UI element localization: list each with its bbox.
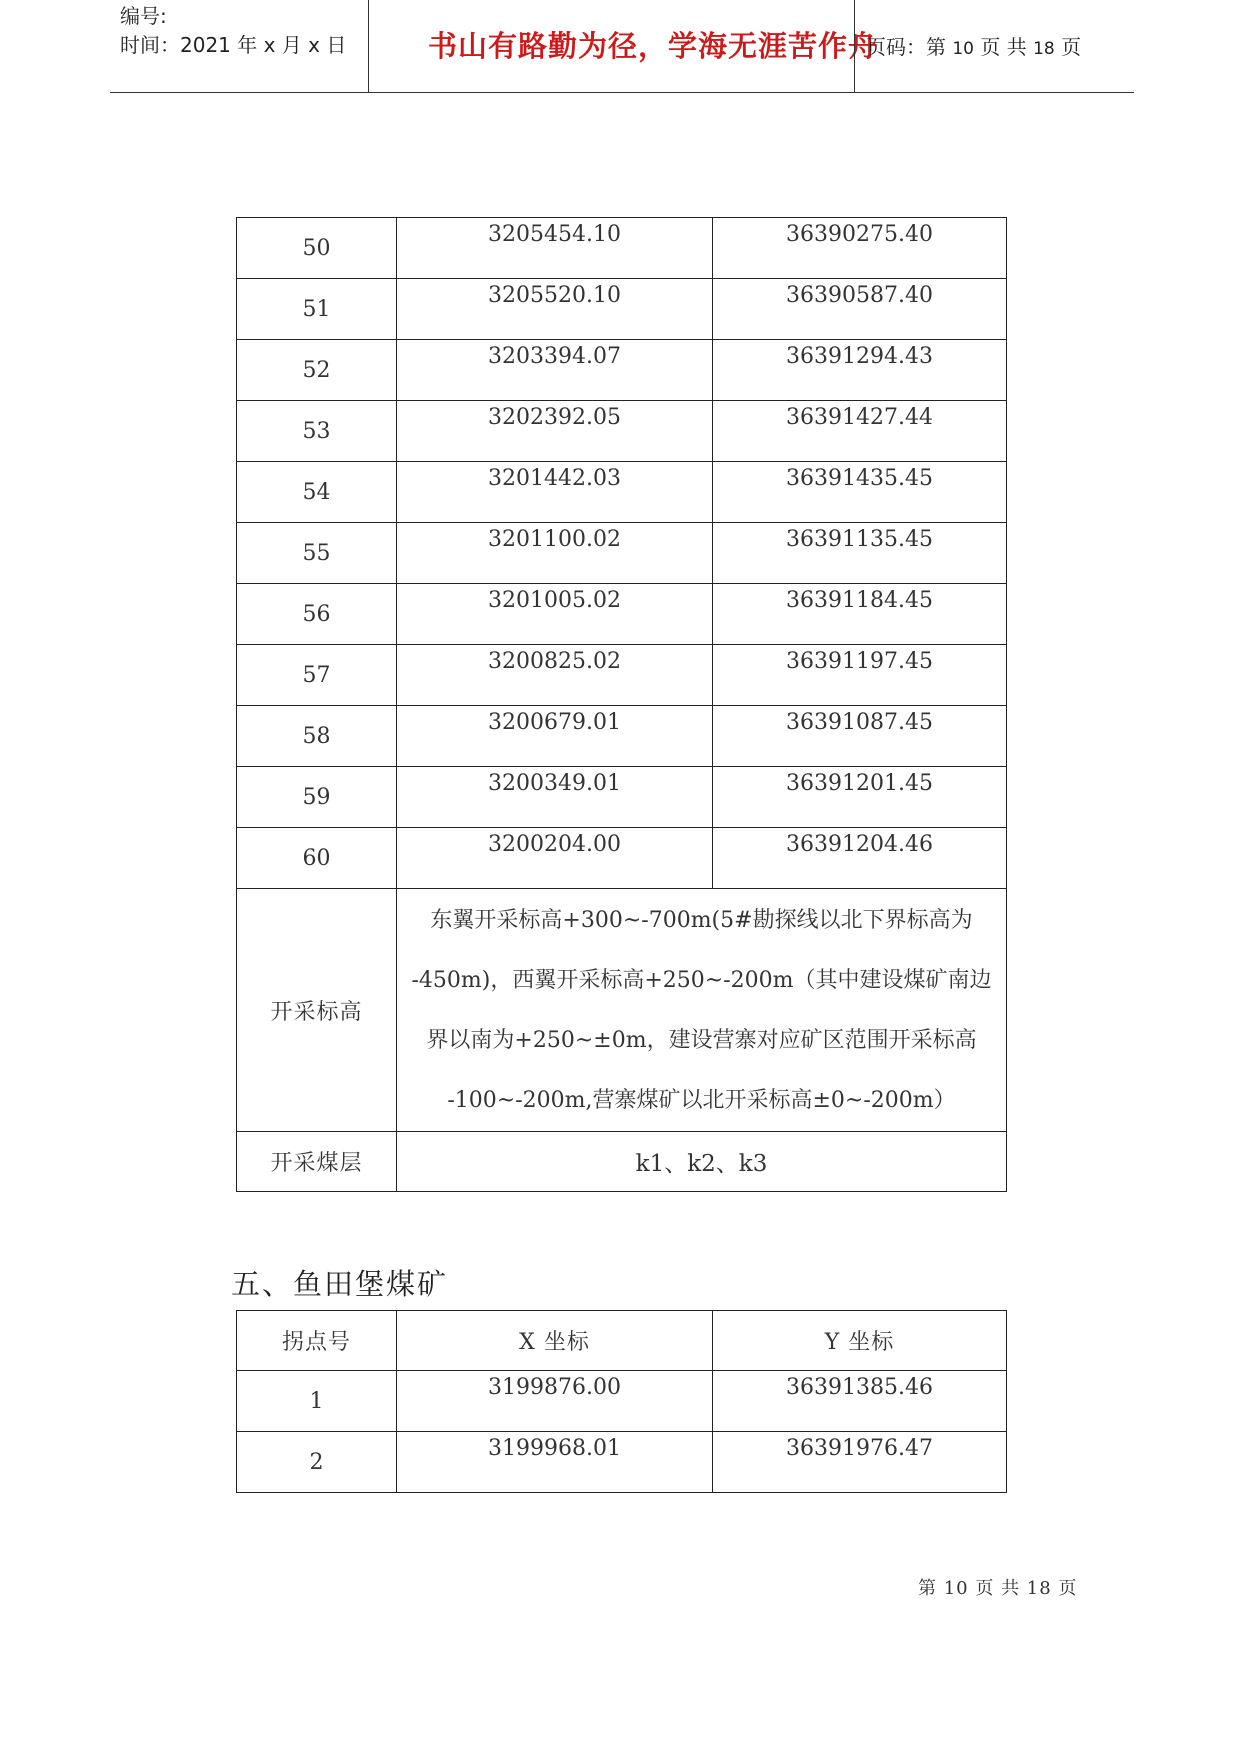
serial-label: 编号:	[120, 4, 167, 28]
x-coordinate-cell: 3201100.02	[397, 523, 713, 584]
page-suffix: 页	[1061, 35, 1082, 59]
table-row	[237, 767, 1007, 828]
elevation-line: 界以南为+250~±0m，建设营寨对应矿区范围开采标高	[426, 1028, 977, 1053]
page-current: 10	[952, 39, 974, 59]
section-title: 五、鱼田堡煤矿	[231, 1267, 449, 1301]
elevation-label: 开采标高	[237, 889, 397, 1132]
table-row	[237, 523, 1007, 584]
page-header	[110, 0, 1134, 93]
y-coordinate-cell: 36391976.47	[713, 1432, 1007, 1493]
y-coordinate-cell: 36391201.45	[713, 767, 1007, 828]
header-x-coord: X 坐标	[397, 1311, 713, 1371]
y-coordinate-cell: 36391427.44	[713, 401, 1007, 462]
elevation-line: -450m)，西翼开采标高+250~-200m（其中建设煤矿南边	[411, 968, 992, 993]
x-coordinate-cell: 3200204.00	[397, 828, 713, 889]
y-coordinate-cell: 36391135.45	[713, 523, 1007, 584]
header-page-number	[866, 31, 1134, 60]
x-coordinate-cell: 3201442.03	[397, 462, 713, 523]
page-prefix: 页码：第	[866, 35, 946, 59]
y-coordinate-cell: 36391197.45	[713, 645, 1007, 706]
point-number-cell: 55	[237, 523, 397, 584]
x-coordinate-cell: 3200679.01	[397, 706, 713, 767]
point-number-cell: 1	[237, 1371, 397, 1432]
y-coordinate-cell: 36391294.43	[713, 340, 1007, 401]
yutianbao-table-body	[237, 1311, 1007, 1493]
point-number-cell: 2	[237, 1432, 397, 1493]
coordinates-table-footer	[237, 889, 1007, 1192]
x-coordinate-cell: 3202392.05	[397, 401, 713, 462]
y-coordinate-cell: 36390275.40	[713, 218, 1007, 279]
point-number-cell: 53	[237, 401, 397, 462]
point-number-cell: 54	[237, 462, 397, 523]
coordinates-table-body	[237, 218, 1007, 889]
table-row	[237, 706, 1007, 767]
x-coordinate-cell: 3201005.02	[397, 584, 713, 645]
page-mid: 页 共	[980, 35, 1027, 59]
elevation-line: -100~-200m,营寨煤矿以北开采标高±0~-200m）	[447, 1088, 956, 1113]
elevation-row	[237, 889, 1007, 1132]
x-coordinate-cell: 3205520.10	[397, 279, 713, 340]
table-row	[237, 279, 1007, 340]
seam-row	[237, 1132, 1007, 1192]
point-number-cell: 51	[237, 279, 397, 340]
table-row	[237, 645, 1007, 706]
table-row	[237, 401, 1007, 462]
y-coordinate-cell: 36390587.40	[713, 279, 1007, 340]
point-number-cell: 59	[237, 767, 397, 828]
header-motto: 书山有路勤为径，学海无涯苦作舟	[427, 29, 878, 63]
header-y-coord: Y 坐标	[713, 1311, 1007, 1371]
table-row	[237, 584, 1007, 645]
table-row	[237, 1432, 1007, 1493]
coordinates-table-continued	[236, 217, 1007, 1192]
yutianbao-coordinates-table	[236, 1310, 1007, 1493]
point-number-cell: 60	[237, 828, 397, 889]
header-point-no: 拐点号	[237, 1311, 397, 1371]
y-coordinate-cell: 36391435.45	[713, 462, 1007, 523]
y-coordinate-cell: 36391385.46	[713, 1371, 1007, 1432]
point-number-cell: 57	[237, 645, 397, 706]
table-row	[237, 462, 1007, 523]
table-row	[237, 1371, 1007, 1432]
y-coordinate-cell: 36391087.45	[713, 706, 1007, 767]
page-total: 18	[1033, 39, 1055, 59]
x-coordinate-cell: 3205454.10	[397, 218, 713, 279]
seam-value: k1、k2、k3	[397, 1132, 1007, 1192]
point-number-cell: 50	[237, 218, 397, 279]
time-label: 时间：2021 年 x 月 x 日	[120, 33, 347, 57]
x-coordinate-cell: 3200825.02	[397, 645, 713, 706]
x-coordinate-cell: 3200349.01	[397, 767, 713, 828]
table-row	[237, 828, 1007, 889]
header-divider-right	[854, 0, 855, 92]
point-number-cell: 56	[237, 584, 397, 645]
x-coordinate-cell: 3199968.01	[397, 1432, 713, 1493]
seam-label: 开采煤层	[237, 1132, 397, 1192]
x-coordinate-cell: 3199876.00	[397, 1371, 713, 1432]
y-coordinate-cell: 36391184.45	[713, 584, 1007, 645]
point-number-cell: 58	[237, 706, 397, 767]
y-coordinate-cell: 36391204.46	[713, 828, 1007, 889]
elevation-value	[397, 889, 1007, 1132]
table-row	[237, 218, 1007, 279]
elevation-line: 东翼开采标高+300~-700m(5#勘探线以北下界标高为	[430, 908, 973, 933]
point-number-cell: 52	[237, 340, 397, 401]
page-footer: 第 10 页 共 18 页	[918, 1578, 1078, 1599]
x-coordinate-cell: 3203394.07	[397, 340, 713, 401]
table-row	[237, 340, 1007, 401]
table-header-row	[237, 1311, 1007, 1371]
